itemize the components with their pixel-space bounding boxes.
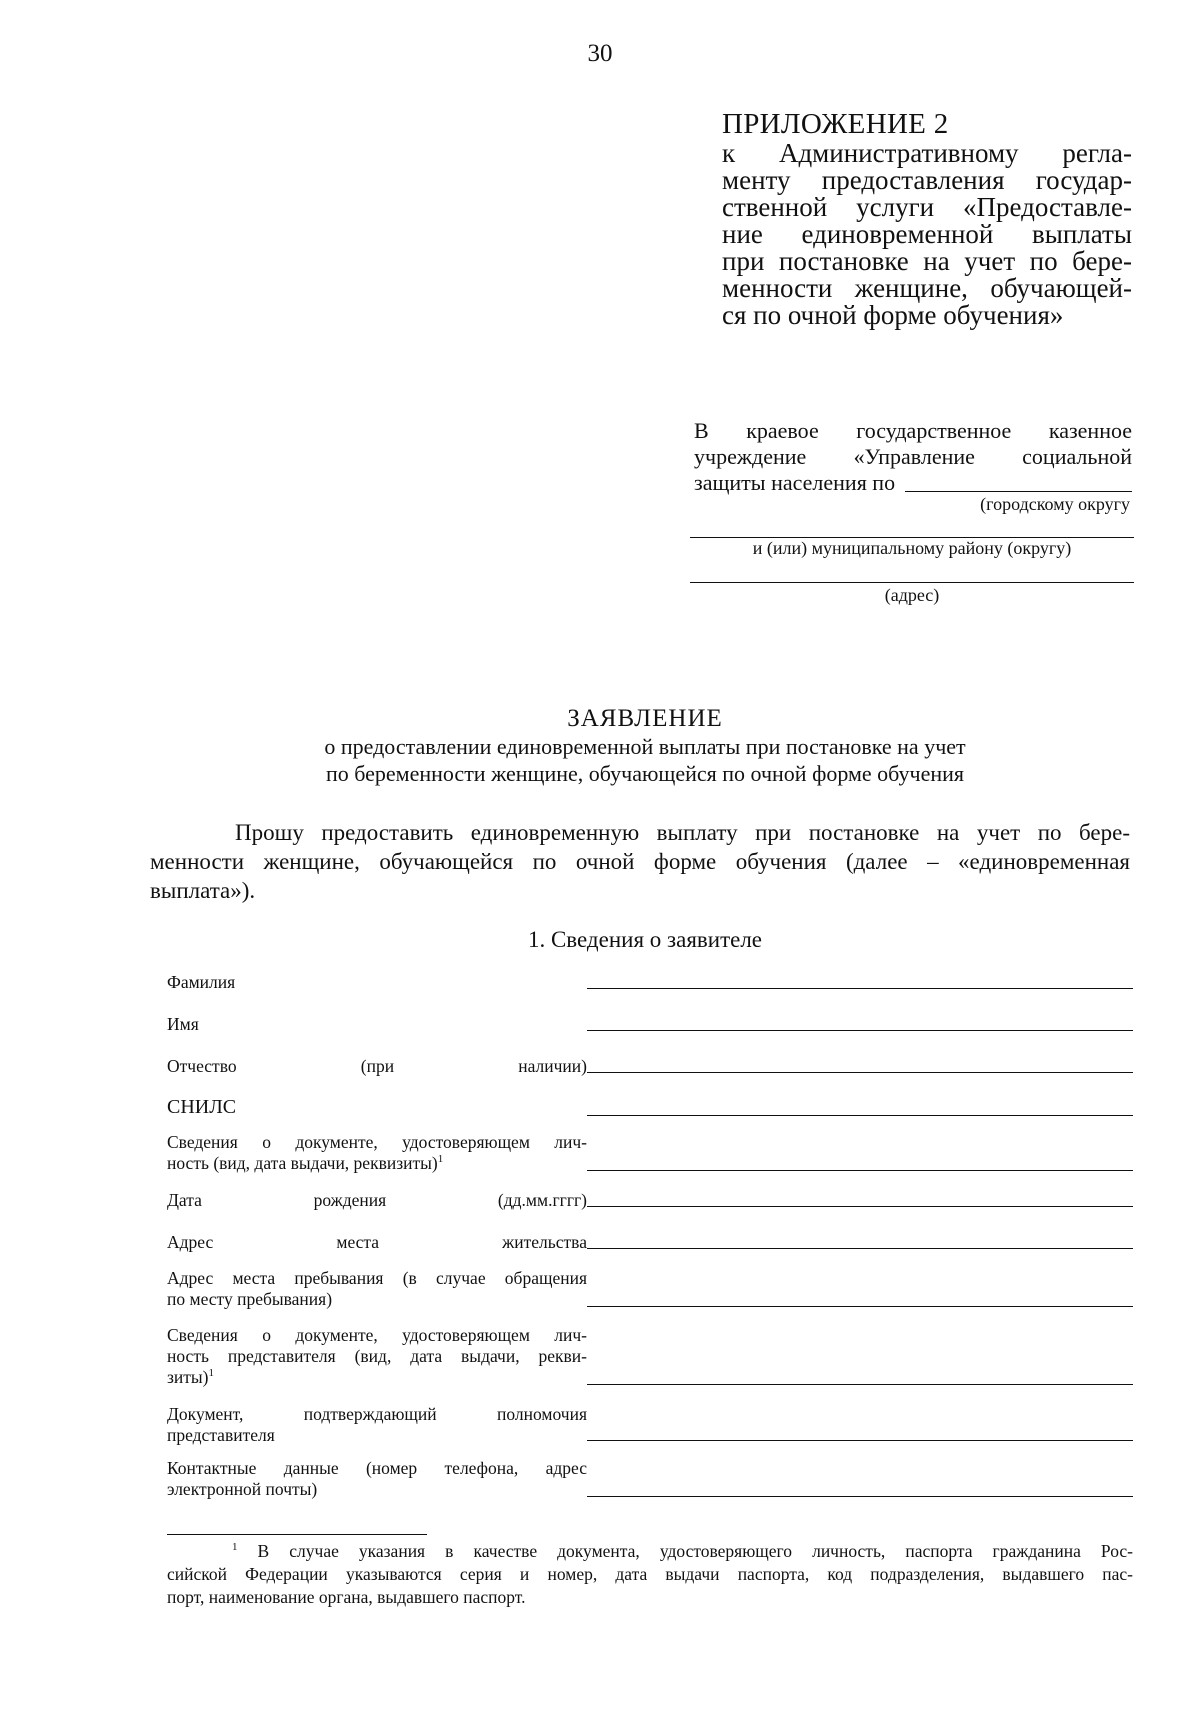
request-line: менности женщине, обучающейся по очной форме обучения (далее – «единовременная: [150, 849, 1130, 874]
representative-document-input-line[interactable]: [587, 1384, 1133, 1385]
addressee-line: защиты населения по: [694, 470, 896, 495]
page-number: 30: [587, 40, 613, 67]
field-label: Дата рождения (дд.мм.гггг): [167, 1190, 587, 1210]
field-label: Имя: [167, 1014, 199, 1034]
appendix-line: ственной услуги «Предоставле-: [722, 192, 1132, 222]
footnote-mark: 1: [232, 1541, 238, 1554]
addressee-block: [694, 418, 1132, 496]
addressee-line: В краевое государственное казенное: [694, 418, 1132, 443]
field-label: Отчество (при наличии): [167, 1056, 587, 1076]
footnote: [167, 1540, 1133, 1609]
appendix-line: ние единовременной выплаты: [722, 219, 1132, 249]
appendix-line: при постановке на учет по бере-: [722, 246, 1132, 276]
field-label: Контактные данные (номер телефона, адрес: [167, 1458, 587, 1478]
field-label: Сведения о документе, удостоверяющем лич-: [167, 1132, 587, 1152]
address-blank-line[interactable]: [690, 582, 1134, 583]
identity-document-input-line[interactable]: [587, 1170, 1133, 1171]
field-label: Адрес места жительства: [167, 1232, 587, 1252]
appendix-line: менности женщине, обучающей-: [722, 273, 1132, 303]
appendix-title: ПРИЛОЖЕНИЕ 2: [722, 108, 949, 140]
first-name-input-line[interactable]: [587, 1030, 1133, 1031]
address-hint: (адрес): [884, 585, 940, 605]
footnote-mark: 1: [208, 1367, 215, 1380]
field-label: представителя: [167, 1425, 275, 1445]
district-blank-line[interactable]: [905, 491, 1132, 492]
municipality-hint: и (или) муниципальному району (округу): [752, 538, 1072, 558]
request-paragraph: [150, 818, 1130, 905]
field-label: ность представителя (вид, дата выдачи, рекви-: [167, 1346, 587, 1366]
appendix-text: [722, 140, 1132, 329]
field-label: Фамилия: [167, 972, 236, 992]
section-title: 1. Сведения о заявителе: [527, 927, 763, 952]
footnote-divider: [167, 1534, 427, 1535]
document-subtitle: [0, 733, 1200, 787]
field-label: по месту пребывания): [167, 1289, 333, 1309]
field-label: зиты): [167, 1367, 209, 1387]
field-label: электронной почты): [167, 1479, 318, 1499]
stay-address-input-line[interactable]: [587, 1306, 1133, 1307]
field-label: Документ, подтверждающий полномочия: [167, 1404, 587, 1424]
subtitle-line: о предоставлении единовременной выплаты при постановке на учет: [324, 734, 966, 759]
field-label: Сведения о документе, удостоверяющем лич-: [167, 1325, 587, 1345]
document-title: ЗАЯВЛЕНИЕ: [567, 705, 723, 732]
addressee-line-with-blank: [694, 470, 1132, 496]
patronymic-input-line[interactable]: [587, 1072, 1133, 1073]
subtitle-line: по беременности женщине, обучающейся по очной форме обучения: [325, 761, 965, 786]
appendix-line: менту предоставления государ-: [722, 165, 1132, 195]
district-hint: (городскому округу: [980, 494, 1130, 514]
field-label: СНИЛС: [167, 1096, 237, 1118]
birth-date-input-line[interactable]: [587, 1206, 1133, 1207]
residence-address-input-line[interactable]: [587, 1248, 1133, 1249]
footnote-mark: 1: [437, 1153, 444, 1166]
footnote-line: порт, наименование органа, выдавшего паспорт.: [167, 1587, 526, 1607]
field-label: Адрес места пребывания (в случае обращения: [167, 1268, 587, 1288]
request-line: Прошу предоставить единовременную выплату при постановке на учет по бере-: [235, 820, 1130, 845]
appendix-line: к Административному регла-: [722, 138, 1132, 168]
footnote-line: сийской Федерации указываются серия и номер, дата выдачи паспорта, код подразделения, выдавшего пас-: [167, 1564, 1133, 1584]
contact-details-input-line[interactable]: [587, 1496, 1133, 1497]
footnote-line: В случае указания в качестве документа, удостоверяющего личность, паспорта гражданина Рос-: [257, 1541, 1134, 1561]
snils-input-line[interactable]: [587, 1115, 1133, 1116]
request-line: выплата»).: [150, 878, 256, 903]
field-label: ность (вид, дата выдачи, реквизиты): [167, 1153, 438, 1173]
authority-document-input-line[interactable]: [587, 1440, 1133, 1441]
surname-input-line[interactable]: [587, 988, 1133, 989]
addressee-line: учреждение «Управление социальной: [694, 444, 1132, 469]
appendix-line: ся по очной форме обучения»: [722, 300, 1064, 330]
